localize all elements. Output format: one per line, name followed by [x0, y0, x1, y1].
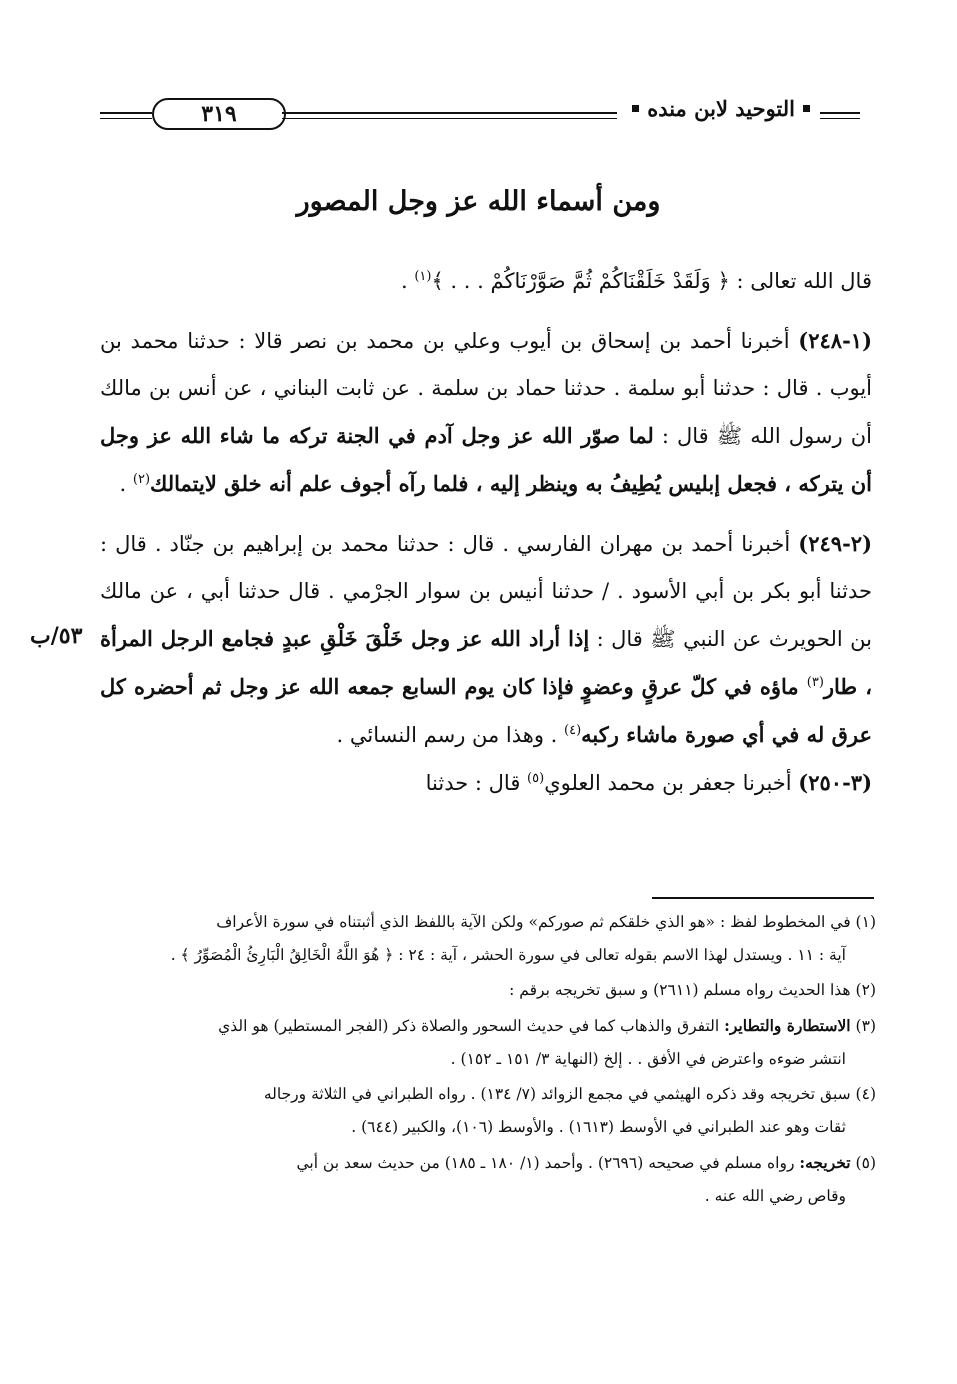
- footnote-ref: (٣): [806, 675, 824, 690]
- manuscript-folio-note: ٥٣/ب: [30, 623, 83, 649]
- footnote-ref: (١): [414, 269, 432, 284]
- hadith-paragraph-248: [100, 317, 872, 508]
- footnote-label: (٢): [855, 981, 876, 999]
- footnotes: [100, 906, 876, 1215]
- footnote-term: تخريجه:: [799, 1153, 851, 1172]
- footnote-ref: (٤): [564, 723, 582, 738]
- footnote-continuation: ثقات وهو عند الطبراني في الأوسط (١٦١٣) . والأوسط (١٠٦)، والكبير (٦٤٤) .: [351, 1118, 846, 1136]
- section-title: ومن أسماء الله عز وجل المصور: [296, 186, 661, 217]
- hadith-end: . وهذا من رسم النسائي .: [336, 723, 565, 747]
- footnote-label: (١): [855, 913, 876, 931]
- footnote-separator: [652, 897, 874, 899]
- hadith-number: (٢-٢٤٩): [798, 531, 872, 556]
- hadith-number: (٣-٢٥٠): [798, 770, 872, 795]
- footnote-text: هذا الحديث رواه مسلم (٢٦١١) و سبق تخريجه برقم :: [509, 981, 851, 999]
- header-rule-right-2: [820, 118, 860, 119]
- hadith-matn: لما صوّر الله عز وجل آدم في الجنة تركه ما شاء الله عز وجل أن يتركه ، فجعل إبليس يُطِيفُ به وينظر إليه ، فلما رآه أجوف علم أنه خلق لايتمالك: [100, 423, 872, 496]
- square-bullet-icon: [632, 105, 639, 112]
- footnote-label: (٤): [855, 1085, 876, 1103]
- footnote-2: [100, 974, 876, 1007]
- page-number: ٣١٩: [152, 98, 286, 130]
- main-text: [100, 258, 872, 807]
- footnote-3: [100, 1009, 876, 1076]
- footnote-label: (٥): [855, 1154, 876, 1172]
- header-rule-middle: [282, 112, 617, 114]
- header-rule-middle-2: [282, 118, 617, 119]
- footnote-text: في المخطوط لفظ : «هو الذي خلقكم ثم صوركم» ولكن الآية باللفظ الذي أثبتناه في سورة الأعراف: [216, 913, 851, 931]
- footnote-text: سبق تخريجه وقد ذكره الهيثمي في مجمع الزوائد (٧/ ١٣٤) . رواه الطبراني في الثلاثة ورجاله: [263, 1085, 851, 1103]
- running-title: [632, 96, 810, 121]
- verse-end: .: [400, 269, 415, 293]
- hadith-matn: إذا أراد الله عز وجل خَلْقَ خَلْقِ عبدٍ فجامع الرجل المرأة ، طار: [100, 626, 873, 699]
- hadith-end: .: [119, 472, 133, 496]
- hadith-number: (١-٢٤٨): [798, 328, 872, 353]
- footnote-text: رواه مسلم في صحيحه (٢٦٩٦) . وأحمد (١/ ١٨٠ ـ ١٨٥) من حديث سعد بن أبي: [296, 1154, 800, 1172]
- hadith-isnad: أخبرنا أحمد بن إسحاق بن أيوب وعلي بن محمد بن نصر قالا : حدثنا محمد بن أيوب . قال : حدثنا أبو سلمة . حدثنا حماد بن سلمة . عن ثابت البناني ، عن أنس بن مالك أن رسول الله ﷺ قال :: [100, 329, 872, 448]
- running-title-text: التوحيد لابن منده: [647, 96, 795, 121]
- hadith-paragraph-249: [100, 520, 872, 759]
- header-rule-right: [820, 112, 860, 114]
- footnote-5: [100, 1146, 876, 1213]
- page-header: [100, 96, 860, 136]
- footnote-label: (٣): [855, 1017, 876, 1035]
- footnote-1: [100, 906, 876, 972]
- hadith-paragraph-250: [100, 759, 872, 807]
- footnote-continuation: آية : ١١ . ويستدل لهذا الاسم بقوله تعالى في سورة الحشر ، آية : ٢٤ : ﴿ هُوَ اللَّهُ الْخَالِقُ الْبَارِئُ الْمُصَوِّرُ ﴾ .: [170, 946, 846, 964]
- verse-paragraph: [100, 258, 872, 305]
- footnote-term: الاستطارة والتطاير:: [724, 1016, 851, 1035]
- hadith-end: قال : حدثنا: [425, 771, 528, 795]
- footnote-continuation: انتشر ضوءه واعترض في الأفق . . إلخ (النهاية ٣/ ١٥١ ـ ١٥٢) .: [450, 1050, 846, 1068]
- hadith-matn-cont: ماؤه في كلّ عرقٍ وعضوٍ فإذا كان يوم السابع جمعه الله عز وجل ثم أحضره كل عرق له في أي صورة ماشاء ركبه: [100, 674, 872, 747]
- verse-text: قال الله تعالى : ﴿ وَلَقَدْ خَلَقْنَاكُمْ ثُمَّ صَوَّرْنَاكُمْ . . . ﴾: [431, 269, 872, 293]
- header-rule-left: [100, 112, 152, 114]
- footnote-4: [100, 1078, 876, 1144]
- hadith-isnad: أخبرنا أحمد بن مهران الفارسي . قال : حدثنا محمد بن إبراهيم بن جنّاد . قال : حدثنا أبو بكر بن أبي الأسود . / حدثنا أنيس بن سوار الجرْمي . قال حدثنا أبي ، عن مالك بن الحويرث عن النبي ﷺ قال :: [100, 532, 872, 651]
- hadith-isnad: أخبرنا جعفر بن محمد العلوي: [544, 771, 799, 795]
- header-rule-left-2: [100, 118, 152, 119]
- footnote-text: التفرق والذهاب كما في حديث السحور والصلاة ذكر (الفجر المستطير) هو الذي: [218, 1017, 725, 1035]
- square-bullet-icon: [803, 105, 810, 112]
- footnote-ref: (٥): [527, 771, 545, 786]
- footnote-ref: (٢): [132, 472, 151, 487]
- footnote-continuation: وقاص رضي الله عنه .: [704, 1187, 846, 1205]
